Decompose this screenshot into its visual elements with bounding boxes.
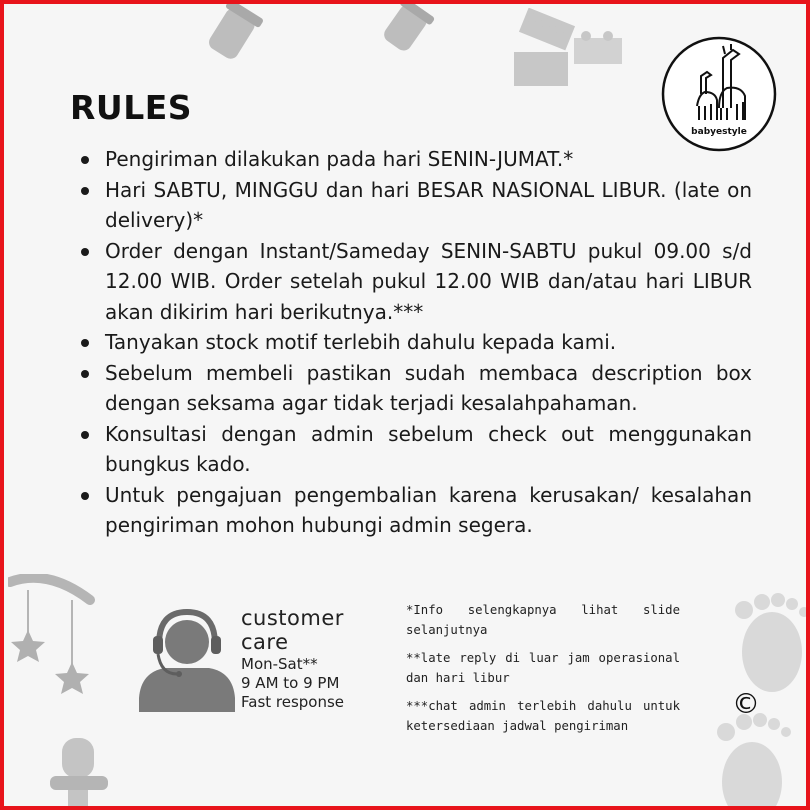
customer-care-hours: 9 AM to 9 PM	[241, 674, 340, 692]
list-item: Hari SABTU, MINGGU dan hari BESAR NASIONAL LIBUR. (late on delivery)*	[78, 175, 752, 236]
logo-text: babyestyle	[691, 127, 747, 137]
list-item: Konsultasi dengan admin sebelum check out menggunakan bungkus kado.	[78, 419, 752, 480]
baby-bottle-icon	[194, 4, 274, 66]
toy-blocks-icon	[504, 8, 634, 98]
page-title: RULES	[70, 88, 193, 127]
customer-care-days: Mon-Sat**	[241, 655, 318, 673]
baby-footprint-icon	[714, 588, 810, 698]
crib-mobile-icon	[8, 574, 108, 714]
baby-bottle-icon	[370, 4, 444, 56]
list-item: Tanyakan stock motif terlebih dahulu kepada kami.	[78, 327, 752, 358]
copyright-icon: ©	[732, 687, 760, 720]
footnote: ***chat admin terlebih dahulu untuk ketersediaan jadwal pengiriman	[406, 699, 680, 733]
footnotes	[406, 600, 680, 744]
rules-list	[78, 144, 752, 541]
customer-care-note: Fast response	[241, 693, 345, 711]
customer-care-info	[241, 606, 371, 711]
list-item: Sebelum membeli pastikan sudah membaca description box dengan seksama agar tidak terjadi kesalahpahaman.	[78, 358, 752, 419]
footnote: **late reply di luar jam operasional dan hari libur	[406, 651, 680, 685]
list-item: Order dengan Instant/Sameday SENIN-SABTU pukul 09.00 s/d 12.00 WIB. Order setelah pukul 12.00 WIB dan/atau hari LIBUR akan dikirim hari berikutnya.***	[78, 236, 752, 328]
headset-agent-icon	[135, 602, 241, 712]
list-item: Pengiriman dilakukan pada hari SENIN-JUMAT.*	[78, 144, 752, 175]
list-item: Untuk pengajuan pengembalian karena kerusakan/ kesalahan pengiriman mohon hubungi admin segera.	[78, 480, 752, 541]
footnote: *Info selengkapnya lihat slide selanjutnya	[406, 603, 680, 637]
customer-care-title: customer care	[241, 606, 344, 654]
brand-logo	[661, 36, 777, 152]
pacifier-icon	[44, 730, 114, 810]
